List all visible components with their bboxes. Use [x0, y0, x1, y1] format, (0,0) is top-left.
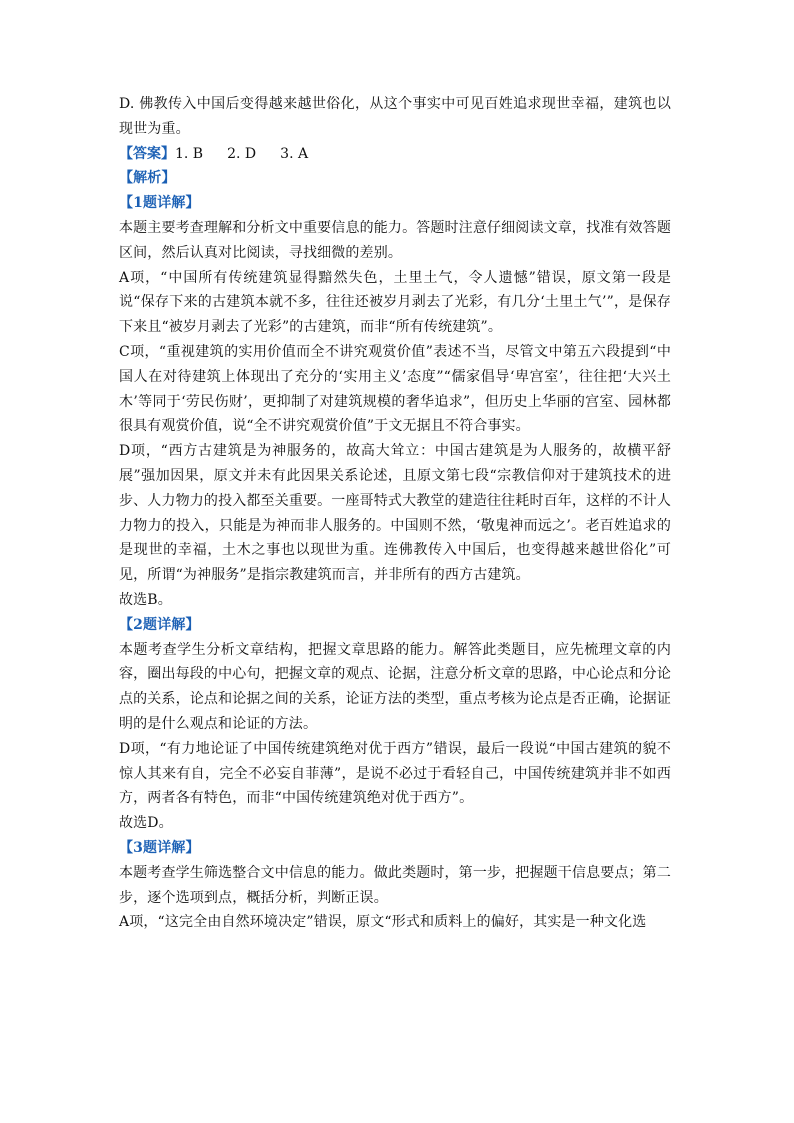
q2-label: 【2题详解】 — [119, 616, 200, 633]
q3-intro: 本题考查学生筛选整合文中信息的能力。做此类题时，第一步，把握题干信息要点；第二步，逐个选项到点，概括分析，判断正误。 — [119, 864, 671, 906]
q1-option-c: C项，“重视建筑的实用价值而全不讲究观赏价值”表述不当，尽管文中第五六段提到“中国人在对待建筑上体现出了充分的‘实用主义’态度”“儒家倡导‘卑宫室’，往往把‘大兴土木’等同于‘劳民伤财’，更抑制了对建筑规模的奢华追求”，但历史上华丽的宫室、园林都很具有观赏价值，说“全不讲究观赏价值”于文无据且不符合事实。 — [119, 343, 671, 435]
q1-choice: 故选B。 — [119, 591, 172, 608]
analysis-label: 【解析】 — [119, 170, 176, 187]
answer-label: 【答案】 — [119, 145, 175, 162]
q1-option-a: A项，“中国所有传统建筑显得黯然失色，土里土气，令人遗憾”错误，原文第一段是说“保存下来的古建筑本就不多，往往还被岁月剥去了光彩，有几分‘土里土气’”，是保存下来且“被岁月剥去了光彩”的古建筑，而非“所有传统建筑”。 — [119, 269, 671, 336]
q1-intro: 本题主要考查理解和分析文中重要信息的能力。答题时注意仔细阅读文章，找准有效答题区间，然后认真对比阅读，寻找细微的差别。 — [119, 219, 671, 261]
q2-option-d: D项，“有力地论证了中国传统建筑绝对优于西方”错误，最后一段说“中国古建筑的貌不惊人其来有自，完全不必妄自菲薄”，是说不必过于看轻自己，中国传统建筑并非不如西方，两者各有特色，而非“中国传统建筑绝对优于西方”。 — [119, 740, 671, 807]
q1-label: 【1题详解】 — [119, 195, 200, 212]
answer-item-2: 2. D — [227, 145, 257, 162]
document-page — [119, 92, 671, 935]
option-d-previous: D. 佛教传入中国后变得越来越世俗化，从这个事实中可见百姓追求现世幸福，建筑也以现世为重。 — [119, 96, 671, 137]
q1-option-d: D项，“西方古建筑是为神服务的，故高大耸立：中国古建筑是为人服务的，故横平舒展”强加因果，原文并未有此因果关系论述，且原文第七段“宗教信仰对于建筑技术的进步、人力物力的投入都至关重要。一座哥特式大教堂的建造往往耗时百年，这样的不计人力物力的投入，只能是为神而非人服务的。中国则不然，‘敬鬼神而远之’。老百姓追求的是现世的幸福，土木之事也以现世为重。连佛教传入中国后，也变得越来越世俗化”可见，所谓“为神服务”是指宗教建筑而言，并非所有的西方古建筑。 — [119, 443, 671, 584]
q3-label: 【3题详解】 — [119, 839, 200, 856]
q2-choice: 故选D。 — [119, 815, 173, 832]
answer-line — [119, 142, 671, 167]
answer-item-1: 1. B — [175, 145, 204, 162]
answer-item-3: 3. A — [280, 145, 309, 162]
q2-intro: 本题考查学生分析文章结构，把握文章思路的能力。解答此类题目，应先梳理文章的内容，圈出每段的中心句，把握文章的观点、论据，注意分析文章的思路，中心论点和分论点的关系，论点和论据之间的关系，论证方法的类型，重点考核为论点是否正确，论据证明的是什么观点和论证的方法。 — [119, 641, 671, 732]
q3-option-a: A项，“这完全由自然环境决定”错误，原文“形式和质料上的偏好，其实是一种文化选 — [119, 914, 647, 931]
